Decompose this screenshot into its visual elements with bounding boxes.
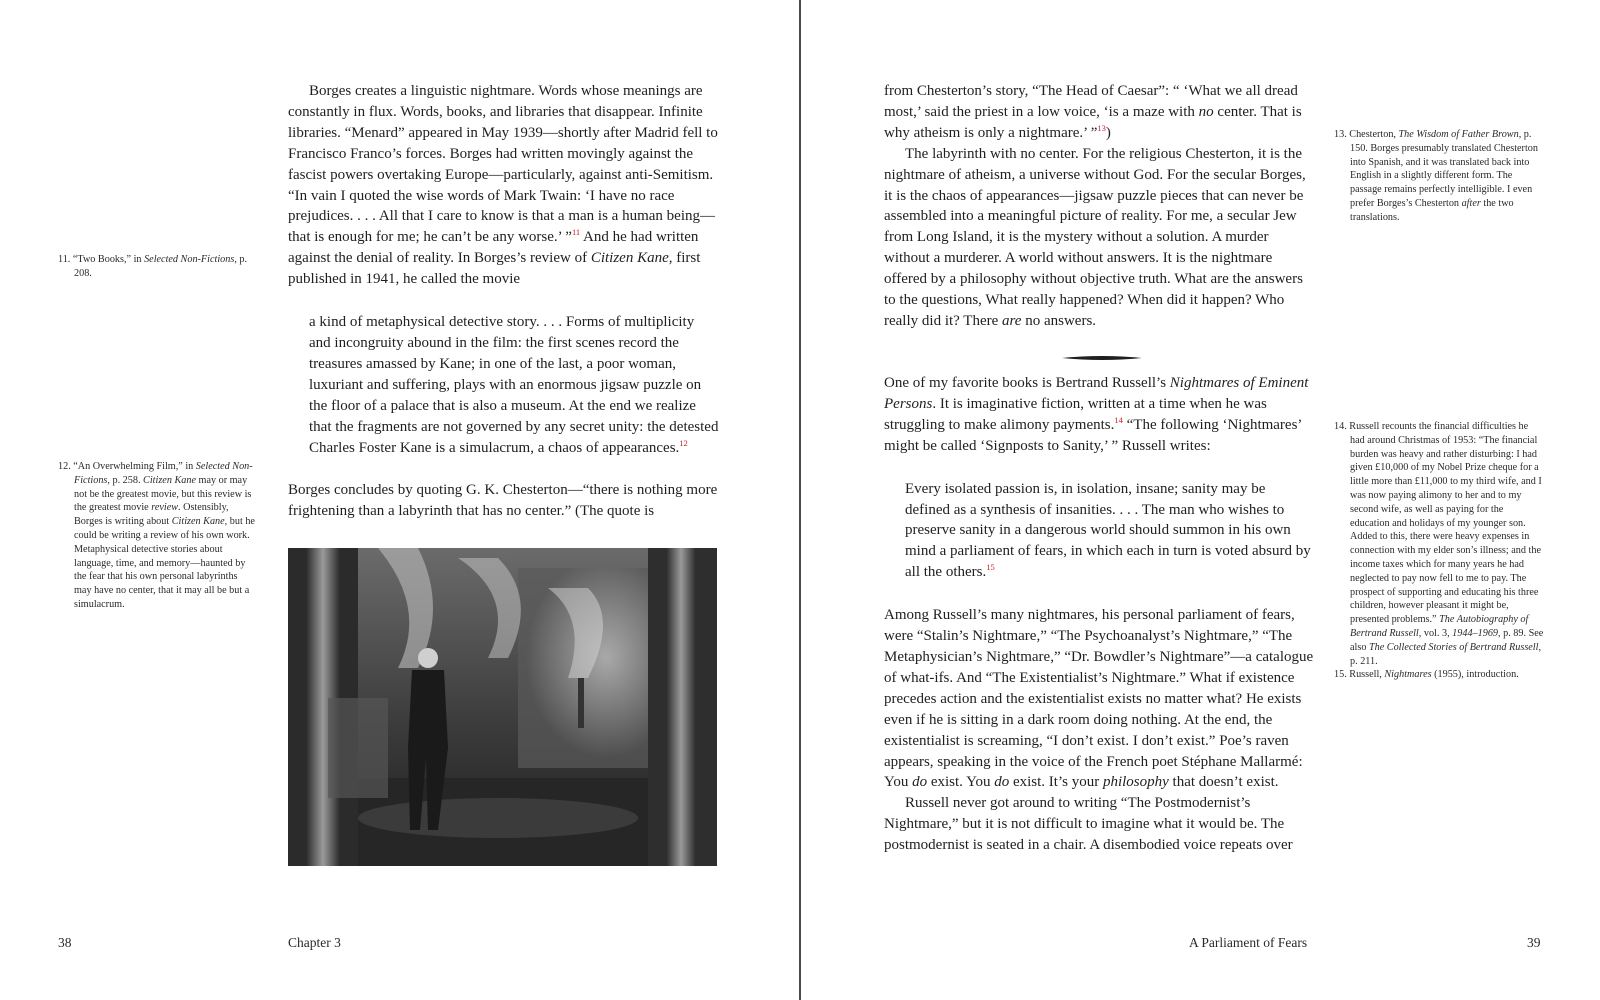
right-paragraph-4: Among Russell’s many nightmares, his personal parliament of fears, were “Stalin’s Nightmare,” “The Psychoanalyst’s Nightmare,” “The Metaphysician’s Nightmare,” “Dr. Bowdler’s Nightmare”—a catalogue of what-ifs. And “The Existentialist’s Nightmare.” What if existence precedes action and the existentialist exists no matter what? He exists even if he is sitting in a dark room doing nothing. At the end, the existentialist is screaming, “I don’t exist. I don’t exist.” Poe’s raven appears, speaking in the voice of the French poet Stéphane Mallarmé: You do exist. You do exist. It’s your philosophy that doesn’t exist. (884, 607, 1314, 791)
left-paragraph-1: Borges creates a linguistic nightmare. Words whose meanings are constantly in flux. Words, books, and libraries that disappear. Infinite libraries. “Menard” appeared in May 1939—shortly after Madrid fell to Francisco Franco’s forces. Borges had written movingly against the fascist powers overtaking Europe—particularly, against anti-Semitism. “In vain I quoted the wise words of Mark Twain: ‘I have no race prejudices. . . . All that I care to know is that a man is a human being—that is enough for me; he can’t be any worse.’ ”$^{11}$ And he had written against the denial of reality. In Borges’s review of Citizen Kane, first published in 1941, he called the movie (288, 83, 718, 288)
film-still-photo (288, 548, 717, 866)
page-number-right: 39 (1527, 935, 1541, 950)
left-page (0, 0, 799, 1000)
running-head-left: Chapter 3 (288, 935, 341, 950)
footnote-ref-12[interactable]: 12 (679, 437, 688, 448)
section-ornament (1062, 348, 1142, 366)
footnote-ref-11[interactable]: 11 (571, 227, 581, 238)
right-main-text (884, 81, 1314, 332)
right-main-text-2 (884, 373, 1314, 856)
footnote-15: 15. Russell, Nightmares (1955), introduction. (1334, 669, 1519, 681)
footnote-12: 12. “An Overwhelming Film,” in Selected Non-Fictions, p. 258. Citizen Kane may or may not be the greatest movie, but this review is the greatest movie review. Ostensibly, Borges is writing about Citizen Kane, but he could be writing a review of his own work. Metaphysical detective stories about language, time, and memory—haunted by the fear that his own personal labyrinths may have no center, that it may all be but a simulacrum. (58, 461, 255, 610)
right-paragraph-2: The labyrinth with no center. For the religious Chesterton, it is the nightmare of atheism, a universe without God. For the secular Borges, it is the chaos of appearances—jigsaw puzzle pieces that can never be assembled into a meaningful picture of reality. For me, a secular Jew from Long Island, it is the mystery without a solution. A murder without a murderer. A world without answers. It is the nightmare offered by a philosophy without objective truth. What are the answers to the questions, What really happened? When did it happen? Who really did it? There are no answers. (884, 145, 1306, 329)
footnote-11: 11. “Two Books,” in Selected Non-Fictions, p. 208. (58, 254, 248, 279)
left-block-quote: a kind of metaphysical detective story. . . . Forms of multiplicity and incongruity abound in the film: the first scenes record the treasures amassed by Kane; in one of the last, a poor woman, luxuriant and suffering, plays with an enormous jigsaw puzzle on the floor of a palace that is also a museum. At the end we realize that the fragments are not governed by any secret unity: the detested Charles Foster Kane is a simulacrum, a chaos of appearances.$^{12}$ (309, 314, 719, 456)
right-block-quote: Every isolated passion is, in isolation, insane; sanity may be defined as a synthesis of insanities. . . . The man who wishes to preserve sanity in a dangerous world should summon in his own mind a parliament of fears, in which each in turn is voted absurd by all the others.$^{15}$ (905, 480, 1311, 581)
right-paragraph-5: Russell never got around to writing “The Postmodernist’s Nightmare,” but it is not difficult to imagine what it would be. The postmodernist is seated in a chair. A disembodied voice repeats over (884, 795, 1293, 854)
page-number-left: 38 (58, 935, 72, 950)
right-paragraph-1: from Chesterton’s story, “The Head of Caesar”: “ ‘What we all dread most,’ said the priest in a low voice, ‘is a maze with no center. That is why atheism is only a nightmare.’ ”$^{13}$) (884, 83, 1302, 141)
right-paragraph-3: One of my favorite books is Bertrand Russell’s Nightmares of Eminent Persons. It is imaginative fiction, written at a time when he was struggling to make alimony payments.$^{14}$ “The following ‘Nightmares’ might be called ‘Signposts to Sanity,’ ” Russell writes: (884, 375, 1309, 454)
footnote-ref-14[interactable]: 14 (1114, 414, 1123, 425)
left-main-text (288, 81, 719, 522)
footnote-13: 13. Chesterton, The Wisdom of Father Brown, p. 150. Borges presumably translated Chesterton into Spanish, and it was translated back into English in a slightly different form. The passage remains perfectly intelligible. I even prefer Borges’s Chesterton after the two translations. (1334, 129, 1538, 223)
footnote-ref-15[interactable]: 15 (986, 562, 995, 573)
running-head-right: A Parliament of Fears (1189, 935, 1308, 950)
footnote-14: 14. Russell recounts the financial difficulties he had around Christmas of 1953: “The financial burden was heavy and rather disturbing: I had given £10,000 of my Nobel Prize cheque for a little more than £11,000 to my third wife, and I was now paying alimony to her and to my second wife, as well as paying for the education and holidays of my younger son. Added to this, there were heavy expenses in connection with my elder son’s illness; and the income taxes which for many years he had neglected to pay now fell to me to pay. The prospect of supporting and educating his three children, however pleasant it might be, presented problems.” The Autobiography of Bertrand Russell, vol. 3, 1944–1969, p. 89. See also The Collected Stories of Bertrand Russell, p. 211. 15. Russell, Nightmares (1955), introduction. (1334, 421, 1544, 681)
right-page (801, 0, 1600, 1000)
left-paragraph-2: Borges concludes by quoting G. K. Chesterton—“there is nothing more frightening than a labyrinth that has no center.” (The quote is (288, 482, 718, 520)
footnote-ref-13[interactable]: 13 (1097, 122, 1106, 133)
